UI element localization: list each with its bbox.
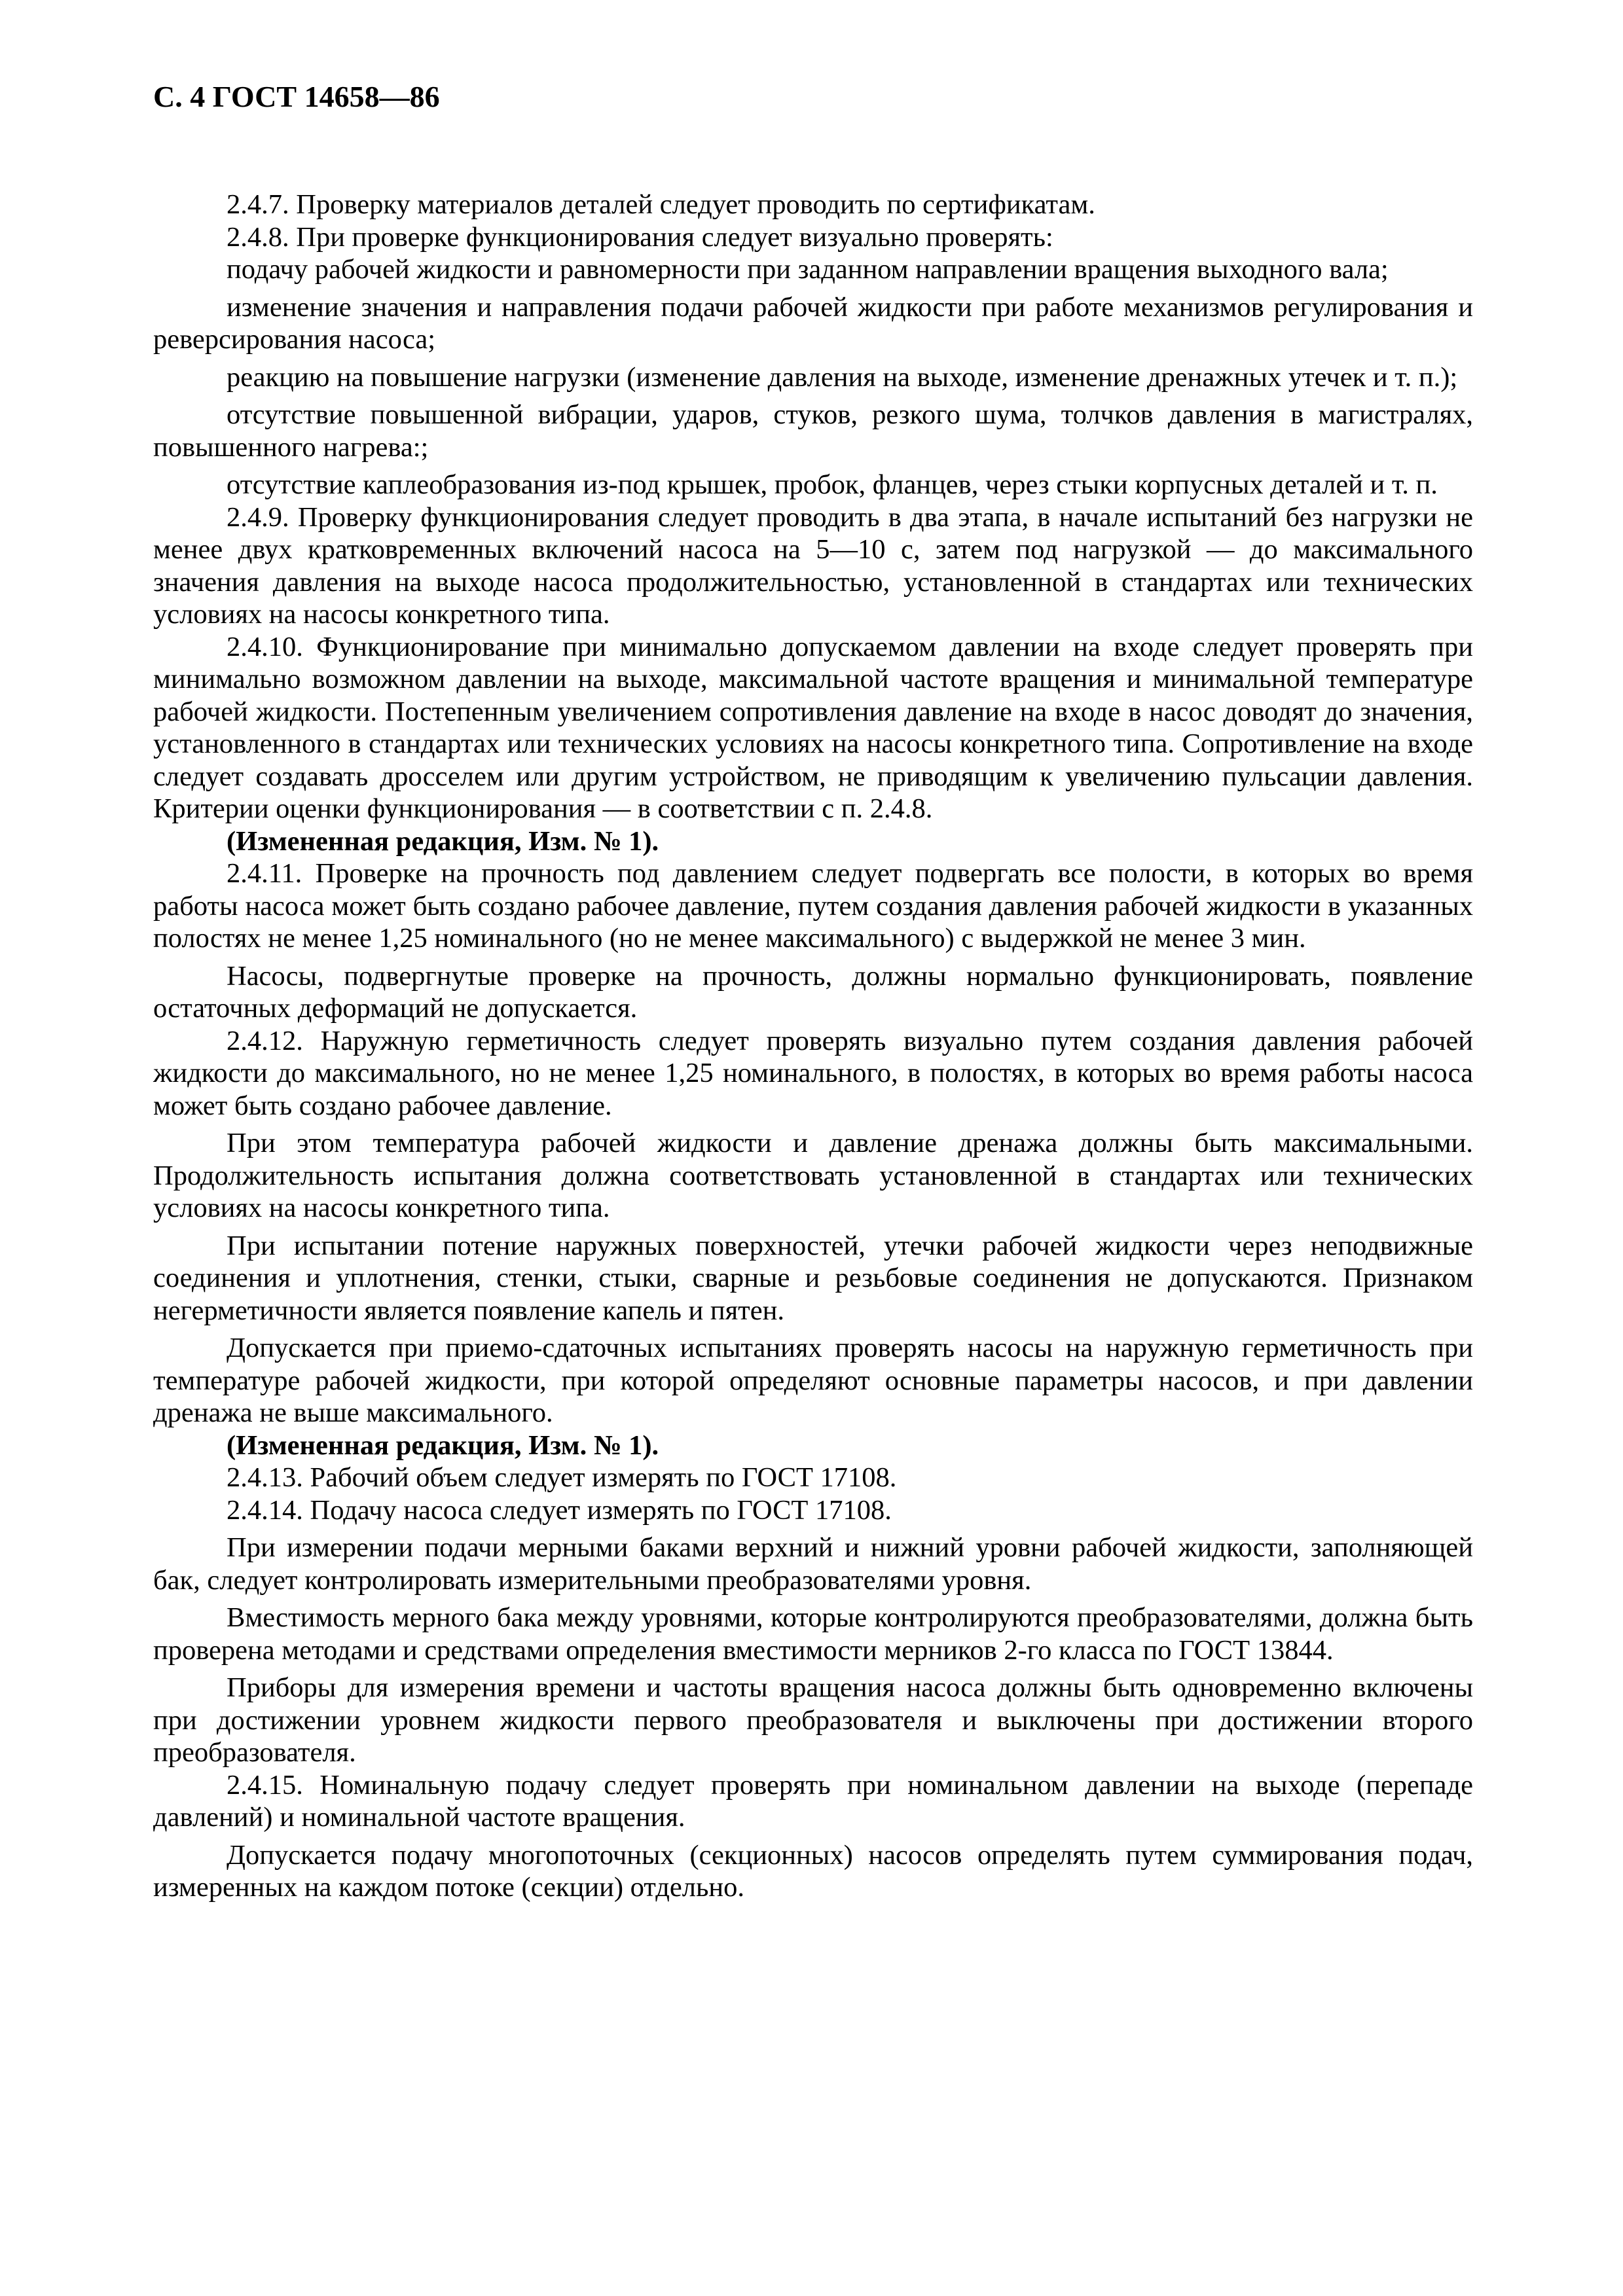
list-item-vibration: отсутствие повышенной вибрации, ударов, стуков, резкого шума, толчков давления в магистралях, повышенного нагрева:; (153, 399, 1473, 463)
paragraph-instruments: Приборы для измерения времени и частоты вращения насоса должны быть одновременно включены при достижении уровнем жидкости первого преобразователя и выключены при достижении второго преобразователя. (153, 1672, 1473, 1768)
paragraph-2-4-10: 2.4.10. Функционирование при минимально допускаемом давлении на входе следует проверять при минимально возможном давлении на выходе, максимальной частоте вращения и минимальной температуре рабочей жидкости. Постепенным увеличением сопротивления давление на входе в насос доводят до значения, установленного в стандартах или технических условиях на насосы конкретного типа. Сопротивление на входе следует создавать дросселем или другим устройством, не приводящим к увеличению пульсации давления. Критерии оценки функционирования — в соответствии с п. 2.4.8. (153, 631, 1473, 824)
paragraph-2-4-8: 2.4.8. При проверке функционирования следует визуально проверять: (227, 221, 1053, 253)
paragraph-measuring-tanks: При измерении подачи мерными баками верхний и нижний уровни рабочей жидкости, заполняющей бак, следует контролировать измерительными преобразователями уровня. (153, 1532, 1473, 1596)
paragraph-strength-result: Насосы, подвергнутые проверке на прочность, должны нормально функционировать, появление остаточных деформаций не допускается. (153, 960, 1473, 1024)
paragraph-tank-capacity: Вместимость мерного бака между уровнями, которые контролируются преобразователями, должна быть проверена методами и средствами определения вместимости мерников 2-го класса по ГОСТ 13844. (153, 1602, 1473, 1666)
paragraph-2-4-9: 2.4.9. Проверку функционирования следует проводить в два этапа, в начале испытаний без нагрузки не менее двух кратковременных включений насоса на 5—10 с, затем под нагрузкой — до максимального значения давления на выходе насоса продолжительностью, установленной в стандартах или технических условиях на насосы конкретного типа. (153, 501, 1473, 630)
paragraph-multiflow-pumps: Допускается подачу многопоточных (секционных) насосов определять путем суммирования подач, измеренных на каждом потоке (секции) отдельно. (153, 1839, 1473, 1903)
list-item-flow-uniformity: подачу рабочей жидкости и равномерности при заданном направлении вращения выходного вала; (227, 254, 1389, 285)
list-item-load-reaction: реакцию на повышение нагрузки (изменение давления на выходе, изменение дренажных утечек и т. п.); (227, 361, 1458, 393)
paragraph-leak-criteria: При испытании потение наружных поверхностей, утечки рабочей жидкости через неподвижные соединения и уплотнения, стенки, стыки, сварные и резьбовые соединения не допускаются. Признаком негерметичности является появление капель и пятен. (153, 1230, 1473, 1326)
paragraph-2-4-11: 2.4.11. Проверке на прочность под давлением следует подвергать все полости, в которых во время работы насоса может быть создано рабочее давление, путем создания давления рабочей жидкости в указанных полостях не менее 1,25 номинального (но не менее максимального) с выдержкой не менее 3 мин. (153, 858, 1473, 954)
paragraph-acceptance-tests: Допускается при приемо-сдаточных испытаниях проверять насосы на наружную герметичность при температуре рабочей жидкости, при которой определяют основные параметры насосов, и при давлении дренажа не выше максимального. (153, 1333, 1473, 1428)
paragraph-2-4-15: 2.4.15. Номинальную подачу следует проверять при номинальном давлении на выходе (перепаде давлений) и номинальной частоте вращения. (153, 1769, 1473, 1833)
paragraph-2-4-13: 2.4.13. Рабочий объем следует измерять по ГОСТ 17108. (227, 1462, 897, 1493)
list-item-leak-drops: отсутствие каплеобразования из-под крышек, пробок, фланцев, через стыки корпусных деталей и т. п. (227, 469, 1438, 500)
paragraph-2-4-12: 2.4.12. Наружную герметичность следует проверять визуально путем создания давления рабочей жидкости до максимального, но не менее 1,25 номинального, в полостях, в которых во время работы насоса может быть создано рабочее давление. (153, 1025, 1473, 1121)
paragraph-test-temperature: При этом температура рабочей жидкости и давление дренажа должны быть максимальными. Продолжительность испытания должна соответствовать установленной в стандартах или технических условиях на насосы конкретного типа. (153, 1128, 1473, 1223)
document-body (153, 188, 1473, 1904)
paragraph-2-4-14: 2.4.14. Подачу насоса следует измерять по ГОСТ 17108. (227, 1494, 892, 1526)
paragraph-2-4-7: 2.4.7. Проверку материалов деталей следует проводить по сертификатам. (227, 189, 1095, 220)
amendment-note: (Измененная редакция, Изм. № 1). (227, 825, 659, 857)
list-item-flow-direction: изменение значения и направления подачи рабочей жидкости при работе механизмов регулирования и реверсирования насоса; (153, 291, 1473, 355)
amendment-note: (Измененная редакция, Изм. № 1). (227, 1429, 659, 1461)
page-header: С. 4 ГОСТ 14658—86 (153, 80, 440, 113)
